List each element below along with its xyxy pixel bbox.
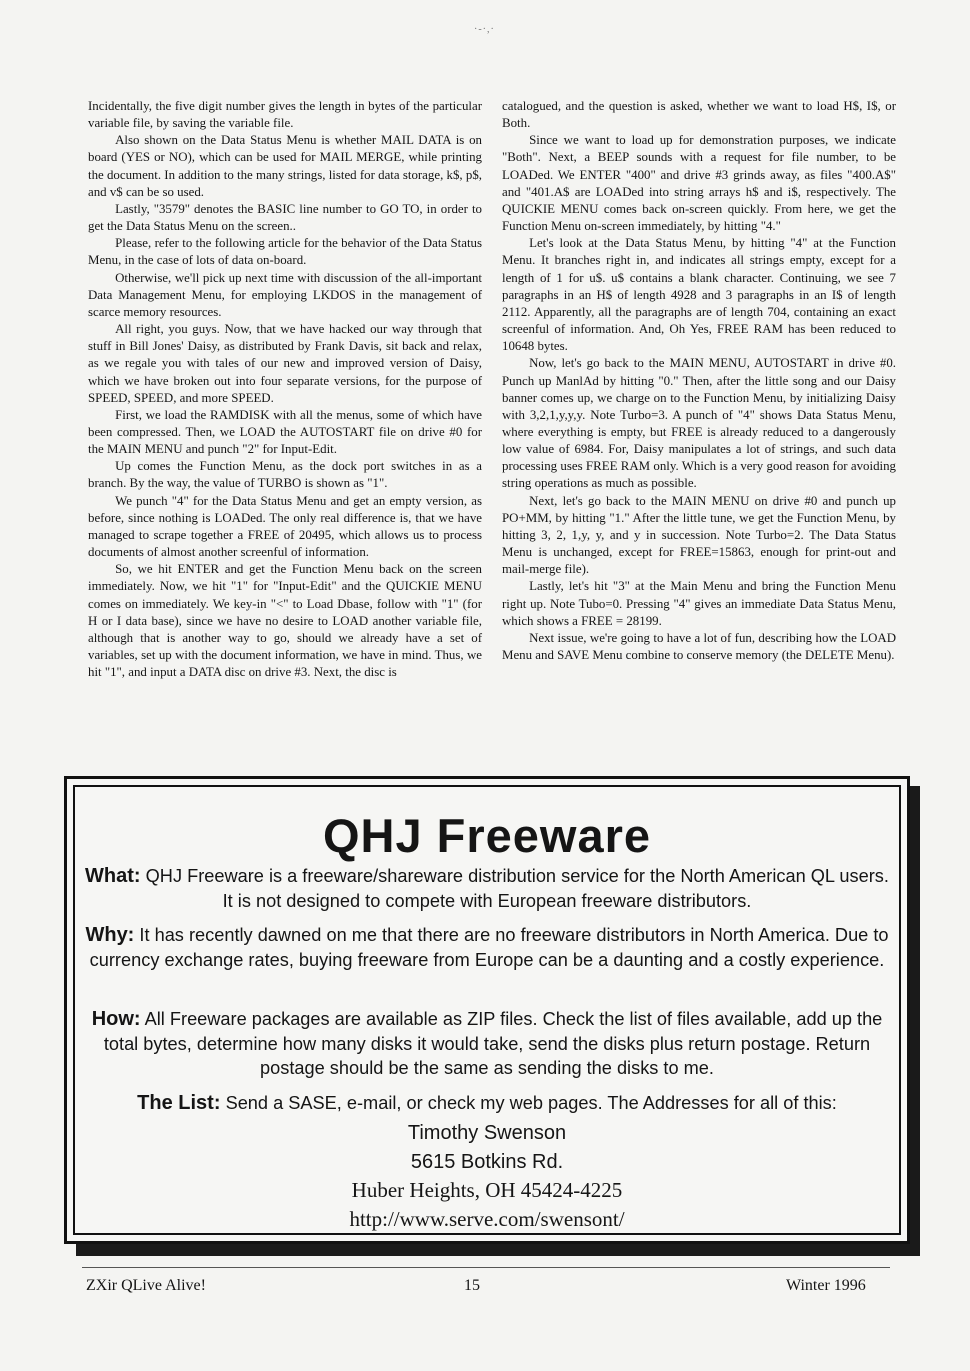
paragraph: All right, you guys. Now, that we have hacked our way through that stuff in Bill Jones' Daisy, as distributed by Frank Davis, sit back and relax, as we regale you with tales of our new and improved version of Daisy, which we have broken out into four separate versions, for the purpose of SPEED, SPEED, and more SPEED. (88, 322, 482, 405)
right-column (502, 98, 896, 664)
paragraph: Otherwise, we'll pick up next time with discussion of the all-important Data Management Menu, for employing LKDOS in the management of scarce memory resources. (88, 270, 482, 319)
left-column (88, 98, 482, 681)
ad-how-paragraph (85, 1007, 889, 1081)
paragraph: Lastly, "3579" denotes the BASIC line number to GO TO, in order to get the Data Status Menu on the screen.. (88, 201, 482, 234)
paragraph: Lastly, let's hit "3" at the Main Menu and bring the Function Menu right up. Note Tubo=0. Pressing "4" gives an immediate Data Status Menu, which shows a FREE = 28199. (502, 579, 896, 628)
ad-contact-name: Timothy Swenson (407, 1122, 567, 1144)
ad-why-label: Why: (85, 924, 135, 946)
ad-contact-url[interactable]: http://www.serve.com/swensont/ (349, 1207, 625, 1231)
ad-what-text: QHJ Freeware is a freeware/shareware distribution service for the North American QL users. It is not designed to compete with European freeware distributors. (145, 866, 889, 911)
ad-why-paragraph (85, 923, 889, 972)
paragraph: Also shown on the Data Status Menu is whether MAIL DATA is on board (YES or NO), which can be used for MAIL MERGE, while printing the document. In addition to the many strings, listed for data storage, k$, p$, and v$ can be so used. (88, 133, 482, 199)
ad-contact-city: Huber Heights, OH 45424-4225 (351, 1178, 623, 1202)
ad-what-paragraph (85, 864, 889, 913)
ad-contact-street: 5615 Botkins Rd. (410, 1151, 564, 1173)
paragraph: Incidentally, the five digit number gives the length in bytes of the particular variable file, by saving the variable file. (88, 99, 482, 131)
ad-list-paragraph (85, 1091, 889, 1116)
ad-how-label: How: (91, 1008, 141, 1030)
ad-inner-border (73, 785, 901, 1235)
paragraph: Next issue, we're going to have a lot of fun, describing how the LOAD Menu and SAVE Menu combine to conserve memory (the DELETE Menu). (502, 630, 896, 662)
paragraph: Now, let's go back to the MAIN MENU, AUTOSTART in drive #0. Punch up ManlAd by hitting "0." Then, after the little song and our Daisy banner comes up, we charge on to the Function Menu, by initializing Daisy with 3,2,1,y,y,y. Note Turbo=3. A punch of "4" shows Data Status Menu, where everything is empty, but FREE is already reduced to a dangerously low value of 6984. For, Daisy manipulates a lot of strings, and such data processing uses FREE RAM only. Which is a very good reason for avoiding string operations as much as possible. (502, 356, 896, 491)
paragraph: Up comes the Function Menu, as the dock port switches in as a branch. By the way, the value of TURBO is shown as "1". (88, 459, 482, 491)
footer-issue: Winter 1996 (786, 1277, 866, 1294)
ad-title: QHJ Freeware (322, 809, 652, 862)
paragraph: catalogued, and the question is asked, whether we want to load H$, I$, or Both. (502, 99, 896, 131)
paragraph: Please, refer to the following article for the behavior of the Data Status Menu, in the case of lots of data on-board. (88, 236, 482, 268)
paragraph: Since we want to load up for demonstration purposes, we indicate "Both". Next, a BEEP sounds with a request for file number, to be LOADed. We ENTER "400" and drive #3 grinds away, as files "400.A$" and "401.A$ are LOADed into string arrays h$ and i$, respectively. The QUICKIE MENU comes back on-screen quickly. From here, we get the Function Menu on-screen immediately, by hitting "4." (502, 133, 896, 234)
footer-publication: ZXir QLive Alive! (86, 1277, 206, 1294)
paragraph: First, we load the RAMDISK with all the menus, some of which have been compressed. Then, we LOAD the AUTOSTART file on drive #0 for the MAIN MENU and punch "2" for Input-Edit. (88, 407, 482, 457)
scan-mark: ·-·,· (474, 24, 495, 35)
paragraph: Next, let's go back to the MAIN MENU on drive #0 and punch up PO+MM, by hitting "1." After the little tune, we get the Function Menu, by hitting 3, 2, 1,y, y, and y in succession. Note Turbo=2. The Data Status Menu is unchanged, except for FREE=15863, enough for print-out and mail-merge file). (502, 493, 896, 577)
footer-page-number: 15 (464, 1277, 480, 1294)
ad-list-text: Send a SASE, e-mail, or check my web pages. The Addresses for all of this: (225, 1093, 837, 1113)
footer-rule (82, 1267, 890, 1268)
ad-why-text: It has recently dawned on me that there are no freeware distributors in North America. Due to currency exchange rates, buying freeware from Europe can be a daunting and a costly experience. (89, 925, 889, 970)
ad-how-text: All Freeware packages are available as ZIP files. Check the list of files available, add up the total bytes, determine how many disks it would take, send the disks plus return postage. Return postage should be the same as sending the disks to me. (103, 1009, 883, 1078)
ad-what-label: What: (85, 865, 141, 887)
paragraph: We punch "4" for the Data Status Menu and get an empty version, as before, since nothing is LOADed. The only real difference is, that we have managed to scrape together a FREE of 20495, which allows us to process documents of almost another screenful of information. (88, 493, 482, 560)
freeware-ad-box (64, 776, 910, 1244)
paragraph: So, we hit ENTER and get the Function Menu back on the screen immediately. Now, we hit "1" for "Input-Edit" and the QUICKIE MENU comes on immediately. We key-in "<" to Load Dbase, follow with "1" (for H or I data base), since we have no desire to LOAD another variable file, although that is another way to go, should we already have a set of variables, set up with the document information, we have in mind. Thus, we hit "1", and input a DATA disc on drive #3. Next, the disc is (88, 562, 482, 680)
paragraph: Let's look at the Data Status Menu, by hitting "4" at the Function Menu. It branches right in, and indicates all strings empty, except for a length of 1 for u$. u$ contains a blank character. Continuing, we see 7 paragraphs in an H$ of length 4928 and 3 paragraphs in an I$ of length 2112. Apparently, all the paragraphs are of length 704, containing an exact screenful of information. And, Oh Yes, FREE RAM has been reduced to 10648 bytes. (502, 236, 896, 354)
ad-list-label: The List: (137, 1092, 221, 1114)
